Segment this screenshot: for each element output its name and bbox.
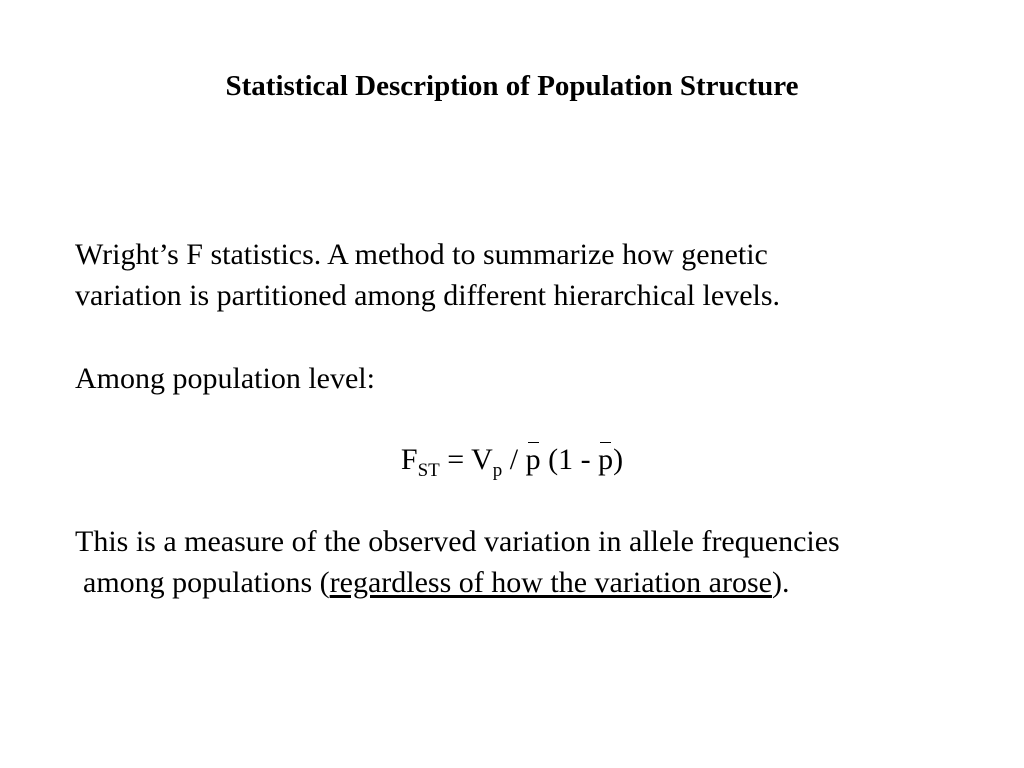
formula-f: F (400, 443, 418, 476)
measure-paragraph (75, 521, 840, 603)
measure-line-2-suffix: ). (771, 566, 790, 599)
formula-one-minus: (1 - (540, 443, 599, 476)
among-level-label: Among population level: (75, 362, 375, 395)
formula-st-subscript: ST (417, 460, 440, 481)
measure-line-1: This is a measure of the observed variation in allele frequencies (75, 525, 840, 558)
measure-line-2-prefix: among populations ( (83, 566, 330, 599)
measure-underlined-phrase: regardless of how the variation arose (329, 566, 772, 599)
slide-title: Statistical Description of Population Structure (225, 70, 799, 102)
intro-paragraph (75, 234, 780, 316)
formula-p-bar: p (526, 438, 541, 482)
fst-formula (0, 438, 1024, 482)
measure-line-2 (75, 562, 840, 603)
formula-close-paren: ) (613, 443, 624, 476)
formula-slash: / (502, 443, 526, 476)
formula-p-subscript: p (492, 460, 503, 481)
formula-p-bar-2: p (598, 438, 613, 482)
intro-line-1: Wright’s F statistics. A method to summarize how genetic (75, 238, 768, 271)
intro-line-2: variation is partitioned among different hierarchical levels. (75, 279, 781, 312)
formula-equals-v: = V (439, 443, 493, 476)
